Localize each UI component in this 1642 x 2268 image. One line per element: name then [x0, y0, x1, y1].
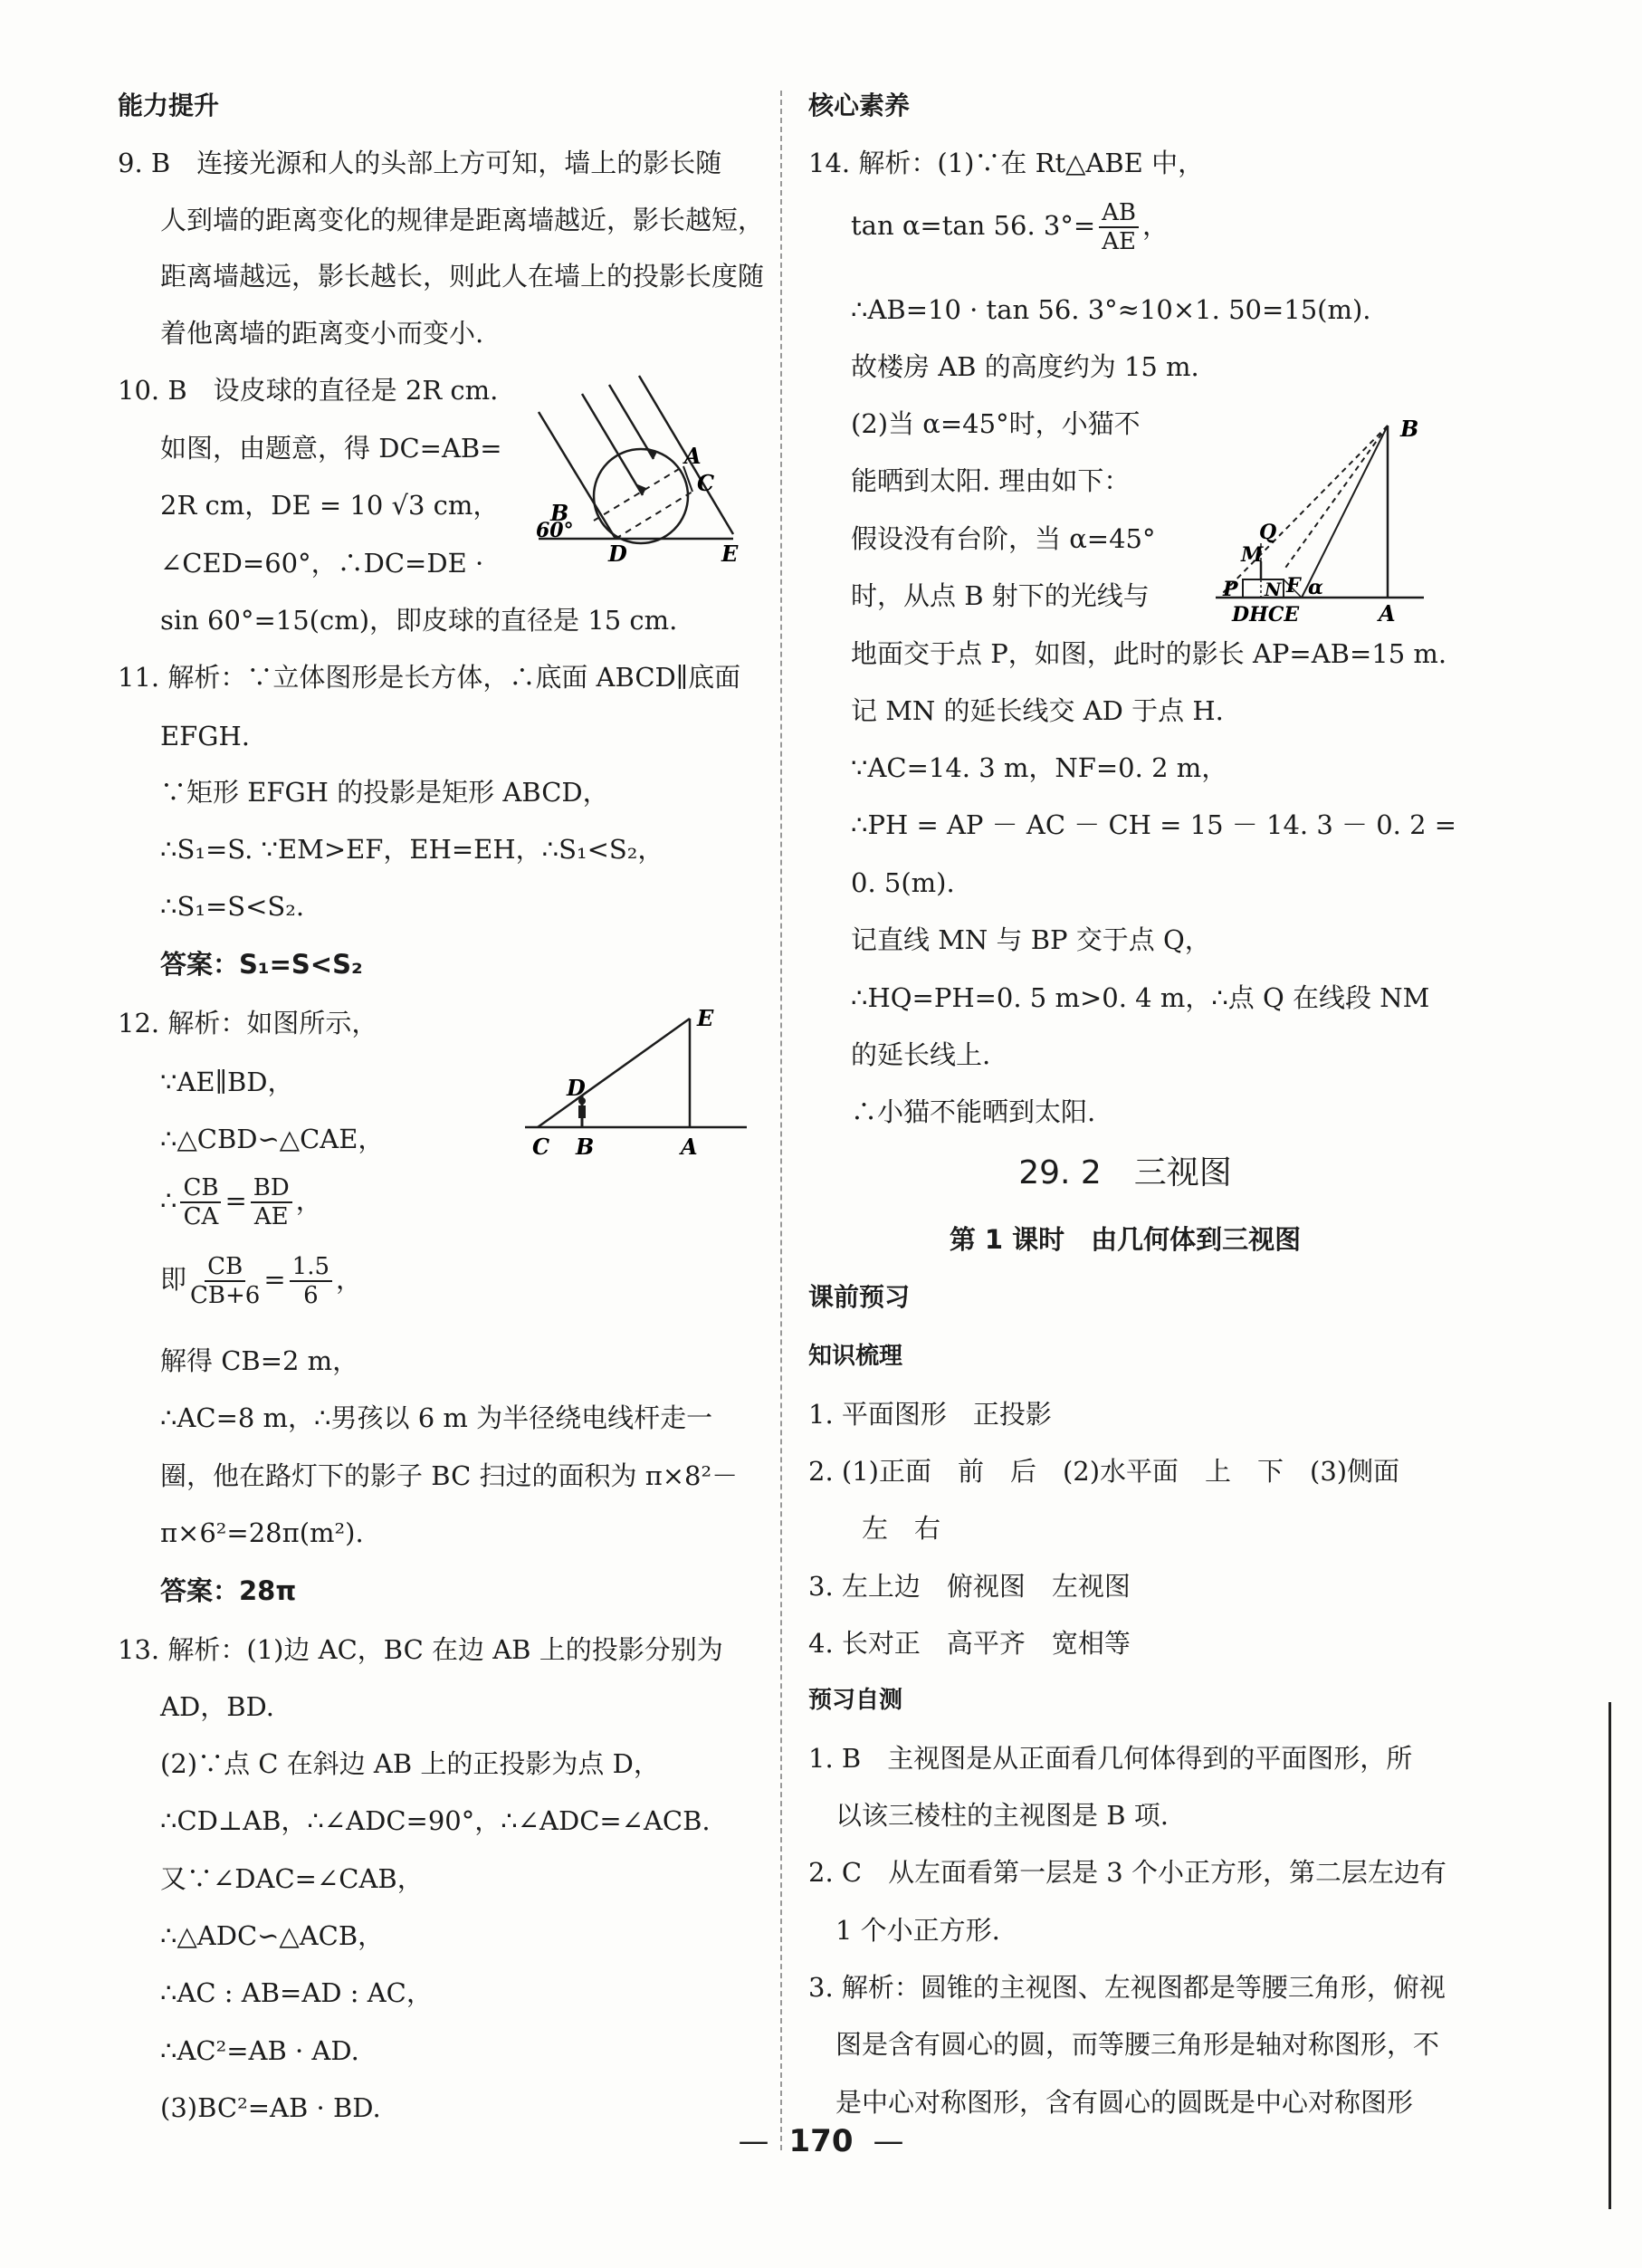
- q13-line-4: ∴CD⊥AB，∴∠ADC=90°，∴∠ADC=∠ACB.: [160, 1805, 711, 1836]
- knowledge-item-1: 1. 平面图形 正投影: [808, 1399, 1052, 1430]
- knowledge-item-2: 2. (1)正面 前 后 (2)水平面 上 下 (3)侧面: [808, 1456, 1400, 1487]
- q14-line-2: ∴AB=10 · tan 56. 3°≈10×1. 50=15(m).: [851, 294, 1371, 325]
- q14-line-4: (2)当 α=45°时，小猫不: [851, 408, 1141, 439]
- q13-line-7: ∴AC : AB=AD : AC，: [160, 1977, 433, 2008]
- q14-line-15: 的延长线上.: [851, 1039, 991, 1070]
- heading-preview: 课前预习: [808, 1282, 911, 1312]
- q14-tan-line: tan α=tan 56. 3°= $\frac{AB}{AE}$ ，: [851, 199, 1169, 255]
- q13-line-9: (3)BC²=AB · BD.: [160, 2092, 381, 2123]
- q9-line-3: 距离墙越远，影长越长，则此人在墙上的投影长度随: [160, 261, 765, 292]
- fig14-label-a: A: [1379, 600, 1396, 627]
- q13-line-3: (2)∵点 C 在斜边 AB 上的正投影为点 D，: [160, 1748, 660, 1779]
- q11-line-4: ∴S₁=S. ∵EM>EF，EH=EH，∴S₁<S₂，: [160, 834, 664, 865]
- self-test-3-line-1: 3. 解析：圆锥的主视图、左视图都是等腰三角形，俯视: [808, 1972, 1446, 2003]
- q12-line-4: 解得 CB=2 m，: [160, 1345, 359, 1376]
- self-test-2-line-2: 1 个小正方形.: [835, 1915, 1000, 1946]
- fig14-label-m: M: [1241, 543, 1264, 567]
- q11-line-3: ∵矩形 EFGH 的投影是矩形 ABCD，: [160, 777, 609, 808]
- fig14-label-p: P: [1223, 578, 1238, 601]
- q11-line-2: EFGH.: [160, 721, 250, 751]
- q14-line-7: 时，从点 B 射下的光线与: [851, 580, 1150, 611]
- q14-line-12: 0. 5(m).: [851, 867, 955, 898]
- q11-answer: 答案：S₁=S<S₂: [160, 949, 363, 980]
- fig12-label-d: D: [567, 1075, 586, 1101]
- figure-ball-shadow: [536, 376, 760, 570]
- q12-line-6: 圈，他在路灯下的影子 BC 扫过的面积为 π×8²－: [160, 1460, 739, 1491]
- q10-line-3: 2R cm，DE = 10 √3 cm，: [160, 490, 500, 521]
- q13-line-8: ∴AC²=AB · AD.: [160, 2035, 359, 2066]
- page-number: — 170 —: [738, 2123, 904, 2159]
- q14-line-6: 假设没有台阶，当 α=45°: [851, 523, 1156, 554]
- q12-fraction-1: ∴ $\frac{CB}{CA}$ = $\frac{BD}{AE}$ ，: [160, 1174, 322, 1230]
- q14-line-10: ∵AC=14. 3 m，NF=0. 2 m，: [851, 752, 1228, 783]
- lesson-title: 第 1 课时 由几何体到三视图: [949, 1224, 1302, 1255]
- fig12-label-e: E: [697, 1005, 714, 1031]
- fig10-label-e: E: [721, 541, 739, 567]
- q12-line-7: π×6²=28π(m²).: [160, 1517, 364, 1548]
- page-edge-shadow: [1609, 1702, 1611, 2209]
- q9-line-1: 9. B 连接光源和人的头部上方可知，墙上的影长随: [118, 148, 722, 178]
- q14-line-5: 能晒到太阳. 理由如下：: [851, 465, 1131, 496]
- fig14-label-dhce: DHCE: [1232, 603, 1300, 627]
- figure-building-cat: [1198, 416, 1442, 629]
- fig14-label-n: N: [1265, 579, 1282, 600]
- q13-line-5: 又∵∠DAC=∠CAB，: [160, 1863, 424, 1894]
- heading-core: 核心素养: [808, 91, 911, 120]
- q13-line-1: 13. 解析：(1)边 AC，BC 在边 AB 上的投影分别为: [118, 1634, 723, 1665]
- q14-line-11: ∴PH = AP － AC － CH = 15 － 14. 3 － 0. 2 =: [851, 809, 1457, 840]
- q14-line-14: ∴HQ=PH=0. 5 m>0. 4 m，∴点 Q 在线段 NM: [851, 982, 1430, 1013]
- self-test-3-line-3: 是中心对称图形，含有圆心的圆既是中心对称图形: [835, 2087, 1414, 2118]
- fig12-label-c: C: [532, 1134, 550, 1160]
- self-test-1-line-1: 1. B 主视图是从正面看几何体得到的平面图形，所: [808, 1743, 1413, 1774]
- q11-line-5: ∴S₁=S<S₂.: [160, 891, 305, 922]
- knowledge-item-2-cont: 左 右: [835, 1513, 941, 1544]
- fig10-label-d: D: [608, 541, 627, 567]
- heading-self-test: 预习自测: [808, 1687, 903, 1714]
- q13-line-2: AD，BD.: [160, 1691, 274, 1722]
- fig14-label-alpha: α: [1308, 576, 1323, 599]
- q14-line-13: 记直线 MN 与 BP 交于点 Q，: [851, 924, 1211, 955]
- fig10-label-c: C: [697, 470, 715, 496]
- section-title: 29. 2 三视图: [1018, 1154, 1232, 1191]
- q14-line-3: 故楼房 AB 的高度约为 15 m.: [851, 351, 1199, 382]
- self-test-3-line-2: 图是含有圆心的圆，而等腰三角形是轴对称图形，不: [835, 2029, 1440, 2060]
- q12-line-3: ∴△CBD∽△CAE，: [160, 1124, 385, 1154]
- fig10-label-a: A: [684, 443, 702, 469]
- figure-streetlight: [525, 1005, 751, 1163]
- fig12-label-a: A: [681, 1134, 698, 1160]
- fig14-label-f: F: [1286, 574, 1301, 598]
- heading-knowledge: 知识梳理: [808, 1343, 903, 1370]
- q10-line-2: 如图，由题意，得 DC=AB=: [160, 433, 502, 464]
- q14-line-1: 14. 解析：(1)∵在 Rt△ABE 中，: [808, 148, 1205, 178]
- fig10-label-angle: 60°: [536, 519, 574, 542]
- q10-line-5: sin 60°=15(cm)，即皮球的直径是 15 cm.: [160, 605, 678, 636]
- self-test-2-line-1: 2. C 从左面看第一层是 3 个小正方形，第二层左边有: [808, 1857, 1446, 1888]
- q10-line-4: ∠CED=60°，∴DC=DE ·: [160, 548, 484, 579]
- column-divider: [780, 91, 782, 2150]
- fig12-label-b: B: [576, 1134, 595, 1160]
- q14-line-8: 地面交于点 P，如图，此时的影长 AP=AB=15 m.: [851, 638, 1447, 669]
- heading-ability: 能力提升: [118, 91, 220, 120]
- fig14-label-q: Q: [1259, 521, 1277, 544]
- q11-line-1: 11. 解析：∵立体图形是长方体，∴底面 ABCD∥底面: [118, 662, 741, 693]
- q12-answer: 答案：28π: [160, 1575, 297, 1606]
- q13-line-6: ∴△ADC∽△ACB，: [160, 1920, 385, 1951]
- fig14-label-b: B: [1400, 416, 1419, 442]
- knowledge-item-3: 3. 左上边 俯视图 左视图: [808, 1571, 1131, 1602]
- q9-line-2: 人到墙的距离变化的规律是距离墙越近，影长越短，: [160, 205, 765, 235]
- q12-line-1: 12. 解析：如图所示，: [118, 1008, 378, 1038]
- q10-line-1: 10. B 设皮球的直径是 2R cm.: [118, 375, 499, 406]
- q12-line-5: ∴AC=8 m，∴男孩以 6 m 为半径绕电线杆走一: [160, 1402, 713, 1433]
- q9-line-4: 着他离墙的距离变小而变小.: [160, 318, 484, 349]
- q12-fraction-2: 即 $\frac{CB}{CB+6}$ = $\frac{1.5}{6}$ ，: [160, 1253, 363, 1309]
- q14-line-16: ∴小猫不能晒到太阳.: [851, 1096, 1096, 1127]
- q14-line-9: 记 MN 的延长线交 AD 于点 H.: [851, 695, 1224, 726]
- fig10-label-b: B: [550, 500, 569, 526]
- self-test-1-line-2: 以该三棱柱的主视图是 B 项.: [835, 1800, 1169, 1831]
- knowledge-item-4: 4. 长对正 高平齐 宽相等: [808, 1628, 1131, 1659]
- q12-line-2: ∵AE∥BD，: [160, 1067, 294, 1097]
